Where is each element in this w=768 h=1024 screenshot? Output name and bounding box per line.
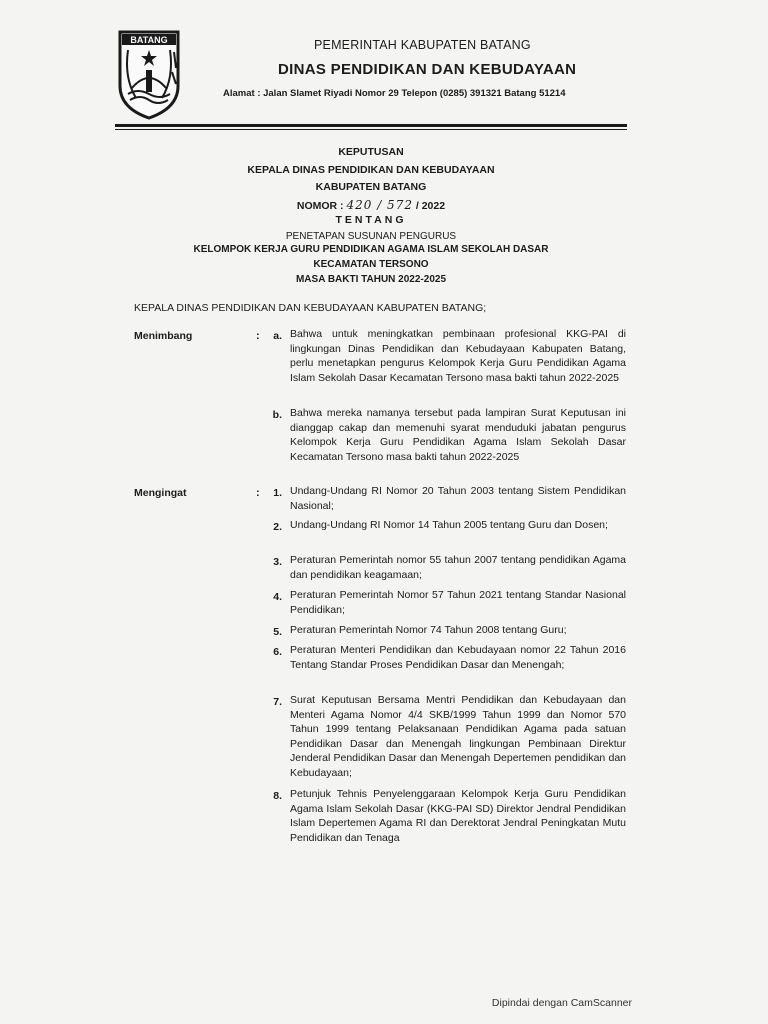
letterhead-address: Alamat : Jalan Slamet Riyadi Nomor 29 Telepon (0285) 391321 Batang 51214 xyxy=(223,88,566,99)
letterhead-agency: DINAS PENDIDIKAN DAN KEBUDAYAAN xyxy=(278,61,577,78)
decree-region: KABUPATEN BATANG xyxy=(315,181,427,193)
mengingat-item-8: Petunjuk Tehnis Penyelenggaraan Kelompok Kerja Guru Pendidikan Agama Islam Sekolah Dasar (KKG-PAI SD) Direktor Jendral Pendidikan Islam Depertemen Agama RI dan Derektorat Jendral Peningkatan Mutu Pendidikan dan Tenaga xyxy=(290,788,626,844)
mengingat-label: Mengingat xyxy=(134,487,187,499)
letterhead-government: PEMERINTAH KABUPATEN BATANG xyxy=(314,38,531,52)
decree-subject-2: KELOMPOK KERJA GURU PENDIDIKAN AGAMA ISLAM SEKOLAH DASAR xyxy=(193,244,549,255)
mengingat-mark-3: 3. xyxy=(273,556,282,568)
decree-issuer: KEPALA DINAS PENDIDIKAN DAN KEBUDAYAAN xyxy=(247,164,495,176)
menimbang-item-b: Bahwa mereka namanya tersebut pada lampiran Surat Keputusan ini dianggap cakap dan memenuhi syarat menduduki jabatan pengurus Kelompok Kerja Guru Pendidikan Agama Islam Sekolah Dasar Kecamatan Tersono masa bakti tahun 2022-2025 xyxy=(290,407,626,463)
decree-about: TENTANG xyxy=(335,214,407,226)
decree-subject-1: PENETAPAN SUSUNAN PENGURUS xyxy=(285,231,457,242)
decree-subject-4: MASA BAKTI TAHUN 2022-2025 xyxy=(295,274,447,285)
decree-number-label: NOMOR : xyxy=(296,200,344,212)
mengingat-item-7: Surat Keputusan Bersama Mentri Pendidikan dan Kebudayaan dan Menteri Agama Nomor 4/4 SKB/1999 Tahun 1999 dan Nomor 570 Tahun 1999 tentang Pelaksanaan Pendidikan Agama pada satuan Pendidikan Dasar dan Menengah lingkungan Pembinaan Direktur Jenderal Pendidikan Dasar dan Menengah Depertemen pendidikan dan Kebudayaan; xyxy=(290,694,626,779)
menimbang-item-a: Bahwa untuk meningkatkan pembinaan profesional KKG-PAI di lingkungan Dinas Pendidikan dan Kebudayaan Kabupaten Batang, perlu menetapkan pengurus Kelompok Kerja Guru Pendidikan Agama Islam Sekolah Dasar Kecamatan Tersono masa bakti tahun 2022-2025 xyxy=(290,328,626,384)
letterhead-divider-thick xyxy=(115,124,627,127)
batang-crest-logo xyxy=(116,28,182,120)
mengingat-mark-4: 4. xyxy=(273,591,282,603)
mengingat-mark-8: 8. xyxy=(273,790,282,802)
decree-subject-3: KECAMATAN TERSONO xyxy=(313,259,429,270)
mengingat-item-4: Peraturan Pemerintah Nomor 57 Tahun 2021 tentang Standar Nasional Pendidikan; xyxy=(290,589,626,616)
mengingat-mark-1: 1. xyxy=(273,487,282,499)
mengingat-item-3: Peraturan Pemerintah nomor 55 tahun 2007 tentang pendidikan Agama dan pendidikan keagamaan; xyxy=(290,554,626,581)
letterhead-divider-thin xyxy=(115,129,627,130)
mengingat-item-2: Undang-Undang RI Nomor 14 Tahun 2005 tentang Guru dan Dosen; xyxy=(290,519,608,531)
decree-number-year: / 2022 xyxy=(412,200,446,212)
mengingat-mark-5: 5. xyxy=(273,626,282,638)
decree-number-handwritten: 420 / 572 xyxy=(346,198,413,212)
mengingat-item-5: Peraturan Pemerintah Nomor 74 Tahun 2008 tentang Guru; xyxy=(290,624,567,636)
mengingat-mark-7: 7. xyxy=(273,696,282,708)
mengingat-item-6: Peraturan Menteri Pendidikan dan Kebudayaan nomor 22 Tahun 2016 Tentang Standar Proses Pendidikan Dasar dan Menengah; xyxy=(290,644,626,671)
mengingat-colon: : xyxy=(256,487,260,499)
decree-heading: KEPUTUSAN xyxy=(338,146,404,158)
menimbang-mark-b: b. xyxy=(272,409,282,421)
mengingat-mark-2: 2. xyxy=(273,521,282,533)
crest-text: BATANG xyxy=(130,35,168,45)
mengingat-item-1: Undang-Undang RI Nomor 20 Tahun 2003 tentang Sistem Pendidikan Nasional; xyxy=(290,485,626,512)
scanner-watermark: Dipindai dengan CamScanner xyxy=(491,997,632,1009)
issuer-statement: KEPALA DINAS PENDIDIKAN DAN KEBUDAYAAN KABUPATEN BATANG; xyxy=(134,302,487,314)
menimbang-label: Menimbang xyxy=(134,330,193,342)
menimbang-colon: : xyxy=(256,330,260,342)
menimbang-mark-a: a. xyxy=(273,330,282,342)
decree-number xyxy=(115,198,627,212)
mengingat-mark-6: 6. xyxy=(273,646,282,658)
